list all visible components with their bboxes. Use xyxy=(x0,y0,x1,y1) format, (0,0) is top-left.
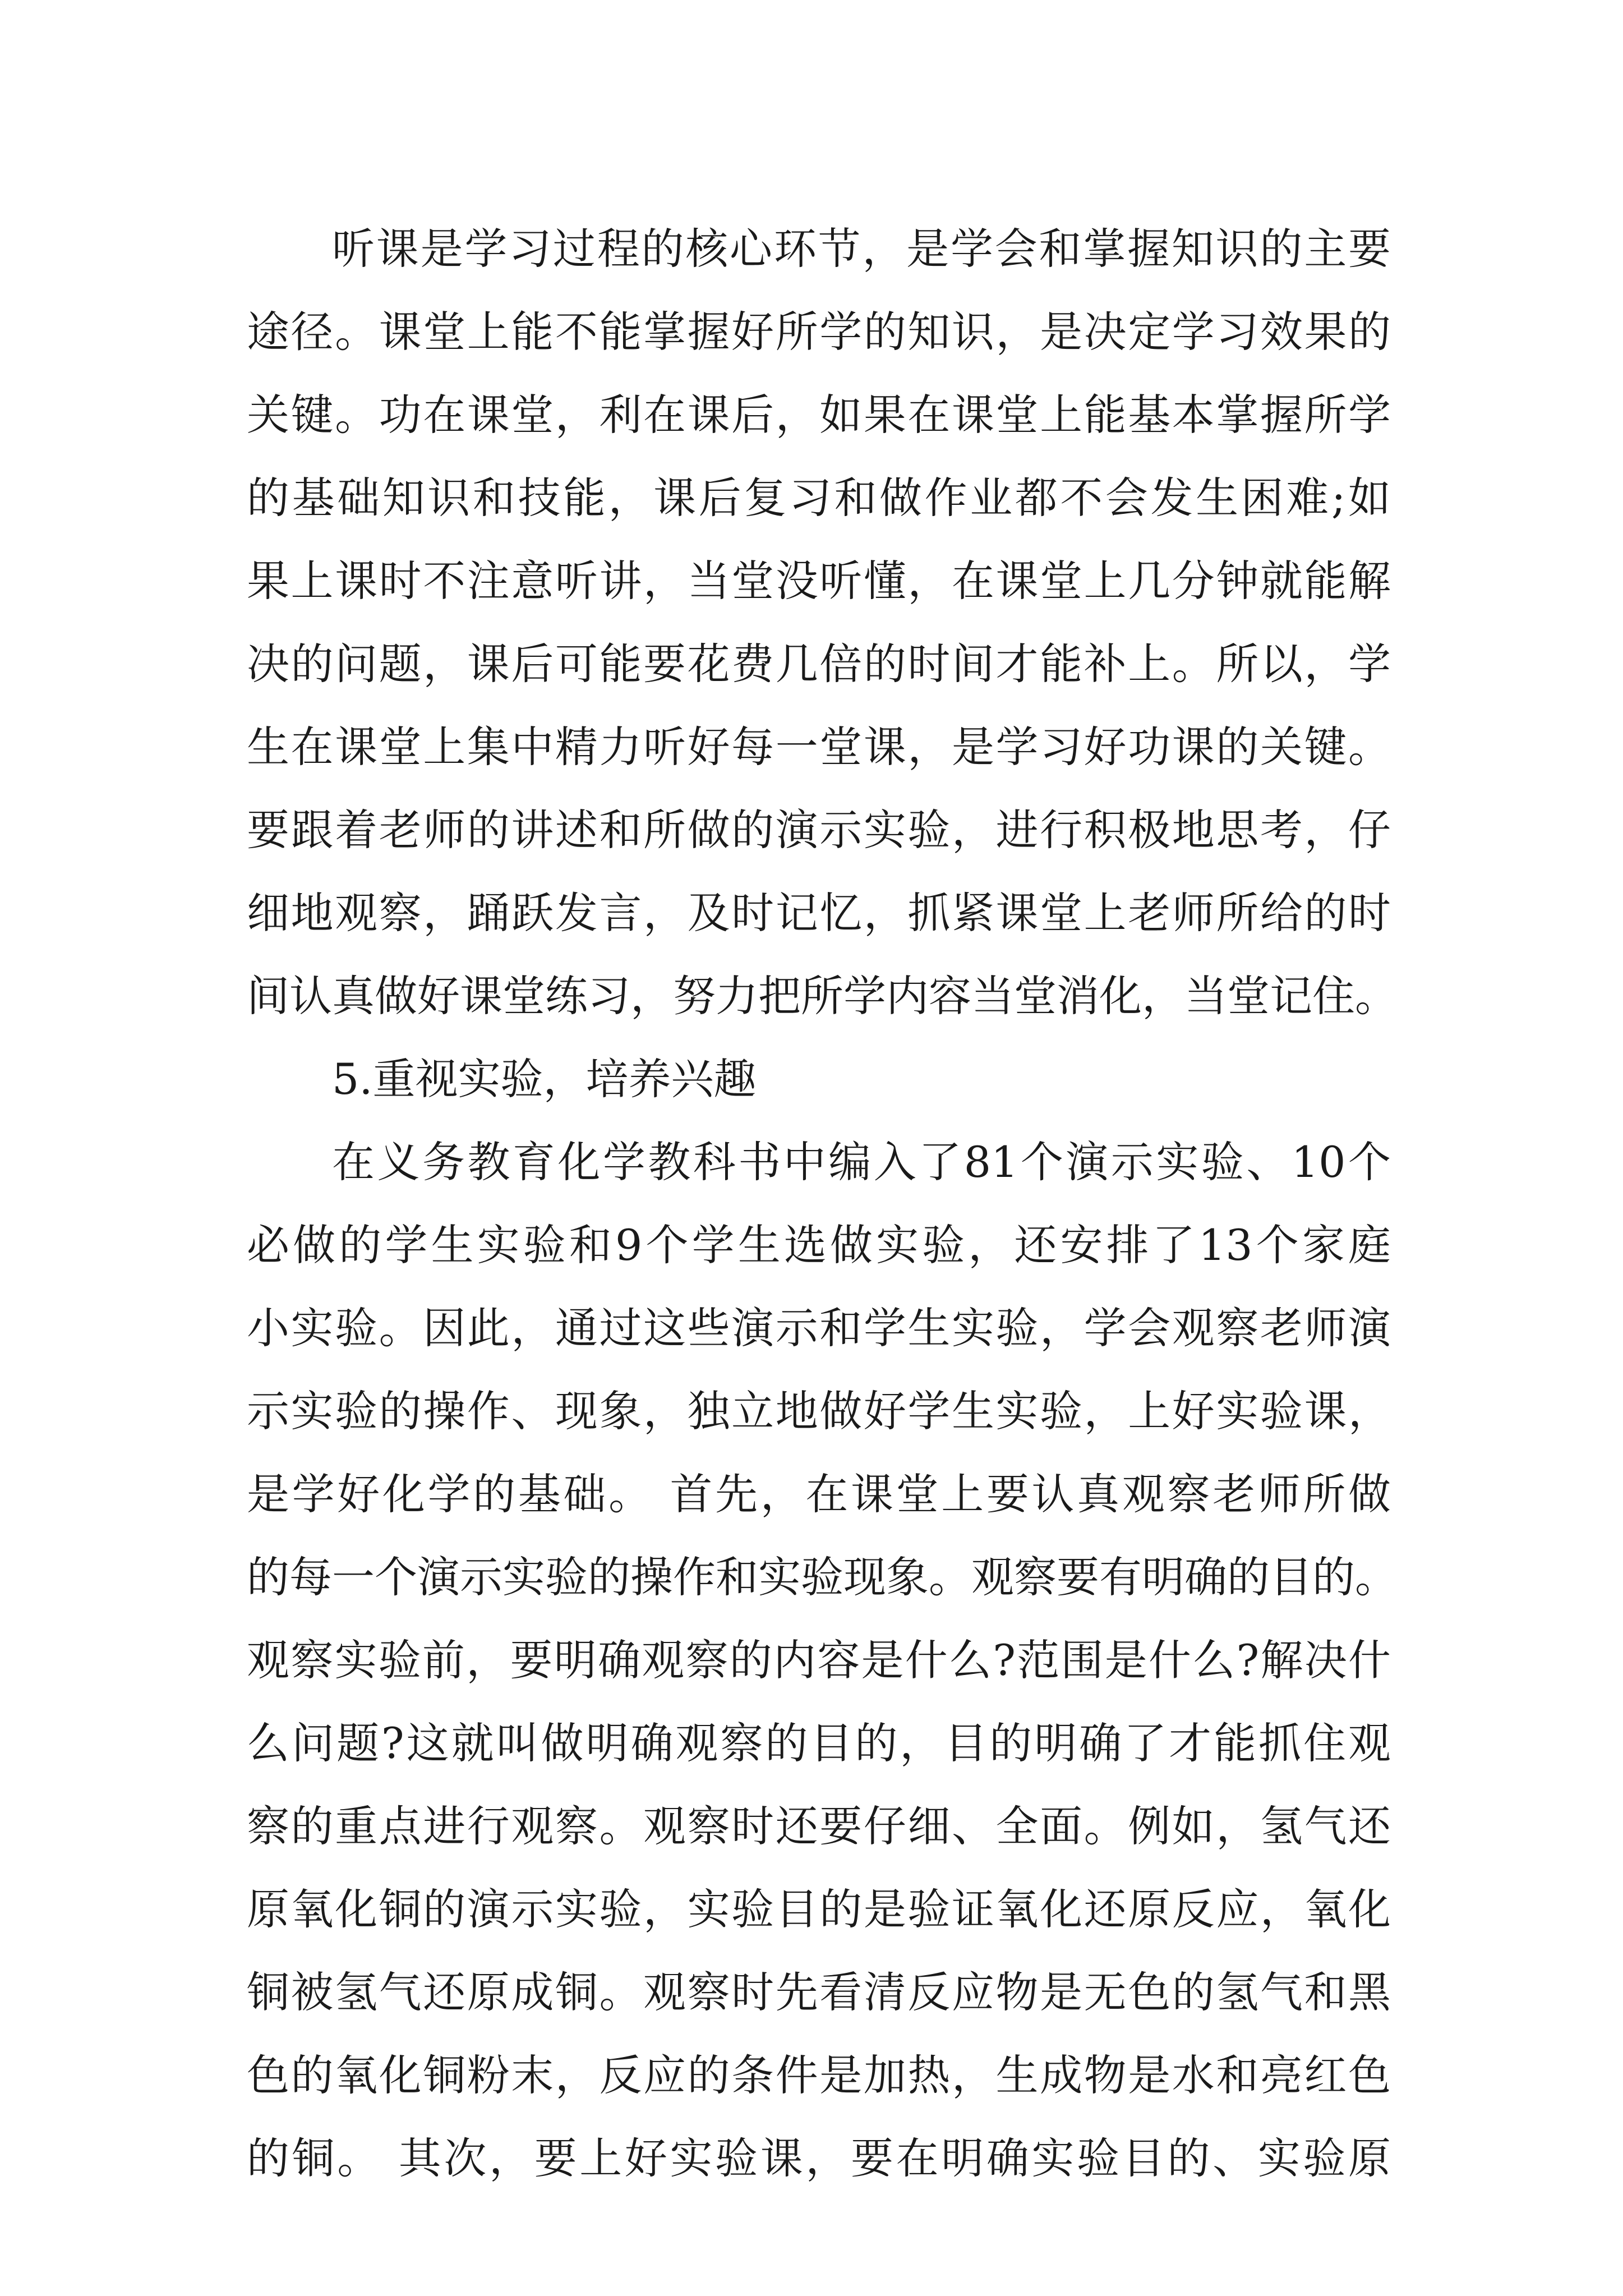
paragraph-line: 间认真做好课堂练习，努力把所学内容当堂消化，当堂记住。 xyxy=(247,971,1398,1021)
paragraph-line: 么问题?这就叫做明确观察的目的，目的明确了才能抓住观 xyxy=(247,1718,1391,1768)
paragraph-line: 观察实验前，要明确观察的内容是什么?范围是什么?解决什 xyxy=(247,1635,1391,1685)
paragraph-line: 必做的学生实验和9个学生选做实验，还安排了13个家庭 xyxy=(247,1220,1391,1270)
paragraph-line: 的基础知识和技能，课后复习和做作业都不会发生困难;如 xyxy=(247,473,1391,523)
paragraph-line: 决的问题，课后可能要花费几倍的时间才能补上。所以，学 xyxy=(247,639,1391,689)
paragraph-line: 铜被氢气还原成铜。观察时先看清反应物是无色的氢气和黑 xyxy=(247,1967,1391,2017)
paragraph-line: 在义务教育化学教科书中编入了81个演示实验、10个 xyxy=(332,1137,1391,1187)
paragraph-line: 原氧化铜的演示实验，实验目的是验证氧化还原反应，氧化 xyxy=(247,1884,1391,1934)
paragraph-line: 小实验。因此，通过这些演示和学生实验，学会观察老师演 xyxy=(247,1303,1391,1353)
paragraph-line: 察的重点进行观察。观察时还要仔细、全面。例如，氢气还 xyxy=(247,1801,1391,1851)
paragraph-line: 听课是学习过程的核心环节，是学会和掌握知识的主要 xyxy=(332,224,1391,274)
paragraph-line: 示实验的操作、现象，独立地做好学生实验，上好实验课， xyxy=(247,1386,1391,1436)
section-heading: 5.重视实验，培养兴趣 xyxy=(332,1054,757,1104)
paragraph-line: 的铜。 其次，要上好实验课，要在明确实验目的、实验原 xyxy=(247,2133,1391,2183)
paragraph-line: 关键。功在课堂，利在课后，如果在课堂上能基本掌握所学 xyxy=(247,390,1391,440)
paragraph-line: 色的氧化铜粉末，反应的条件是加热，生成物是水和亮红色 xyxy=(247,2050,1391,2100)
paragraph-line: 途径。课堂上能不能掌握好所学的知识，是决定学习效果的 xyxy=(247,307,1391,357)
paragraph-line: 是学好化学的基础。 首先，在课堂上要认真观察老师所做 xyxy=(247,1469,1391,1519)
paragraph-line: 细地观察，踊跃发言，及时记忆，抓紧课堂上老师所给的时 xyxy=(247,888,1391,938)
paragraph-line: 生在课堂上集中精力听好每一堂课，是学习好功课的关键。 xyxy=(247,722,1391,772)
body-text xyxy=(247,208,1398,2200)
paragraph-line: 果上课时不注意听讲，当堂没听懂，在课堂上几分钟就能解 xyxy=(247,556,1391,606)
paragraph-line: 要跟着老师的讲述和所做的演示实验，进行积极地思考，仔 xyxy=(247,805,1391,855)
paragraph-line: 的每一个演示实验的操作和实验现象。观察要有明确的目的。 xyxy=(247,1552,1398,1602)
